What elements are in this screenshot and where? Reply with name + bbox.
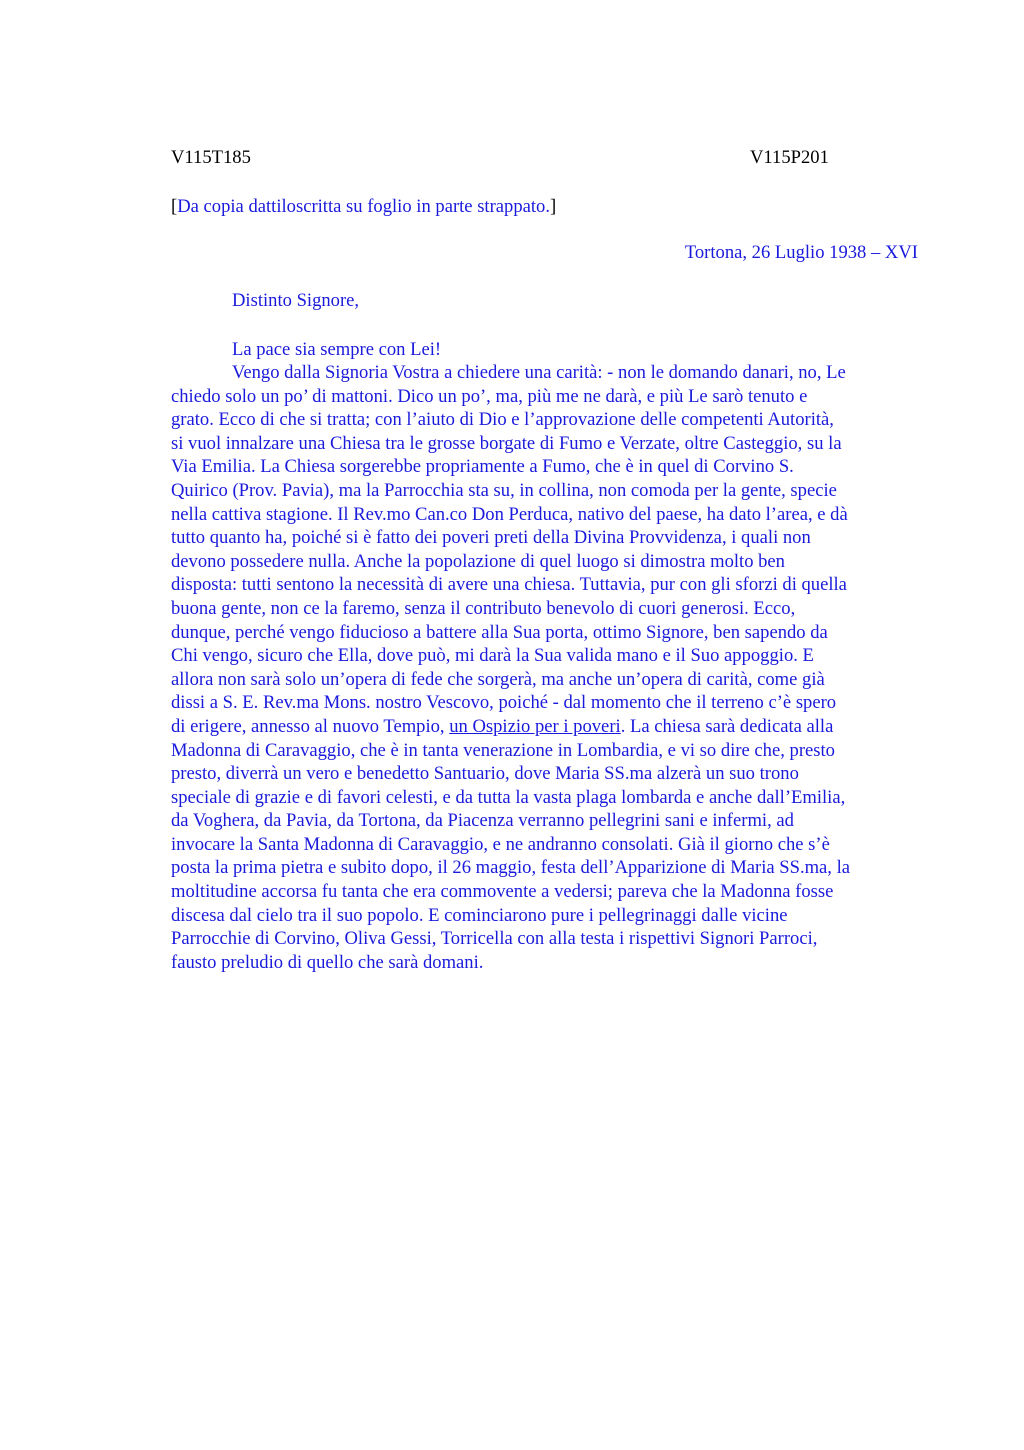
body-line-with-emphasis bbox=[171, 715, 931, 739]
greeting: La pace sia sempre con Lei! bbox=[232, 339, 442, 360]
body-line: discesa dal cielo tra il suo popolo. E cominciarono pure i pellegrinaggi dalle vicine bbox=[171, 904, 788, 926]
body-line: chiedo solo un po’ di mattoni. Dico un po’, ma, più me ne darà, e più Le sarò tenuto e bbox=[171, 385, 808, 407]
body-line: Via Emilia. La Chiesa sorgerebbe propriamente a Fumo, che è in quel di Corvino S. bbox=[171, 456, 794, 478]
note-open-bracket: [ bbox=[171, 196, 178, 217]
document-code-right: V115P201 bbox=[750, 147, 829, 168]
body-line: dunque, perché vengo fiducioso a battere alla Sua porta, ottimo Signore, ben sapendo da bbox=[171, 621, 828, 643]
dateline: Tortona, 26 Luglio 1938 – XVI bbox=[684, 242, 918, 263]
body-line: grato. Ecco di che si tratta; con l’aiuto di Dio e l’approvazione delle competenti Autorità, bbox=[171, 409, 834, 431]
letter-body bbox=[171, 361, 931, 974]
body-line: allora non sarà solo un’opera di fede che sorgerà, ma anche un’opera di carità, come già bbox=[171, 668, 825, 690]
body-line: tutto quanto ha, poiché si è fatto dei poveri preti della Divina Provvidenza, i quali non bbox=[171, 527, 811, 549]
editorial-note bbox=[171, 196, 556, 218]
body-line: si vuol innalzare una Chiesa tra le grosse borgate di Fumo e Verzate, oltre Casteggio, su la bbox=[171, 432, 842, 454]
body-line: Parrocchie di Corvino, Oliva Gessi, Torricella con alla testa i rispettivi Signori Parroci, bbox=[171, 928, 818, 950]
body-line: Madonna di Caravaggio, che è in tanta venerazione in Lombardia, e vi so dire che, presto bbox=[171, 739, 835, 761]
salutation: Distinto Signore, bbox=[232, 290, 360, 311]
body-line: nella cattiva stagione. Il Rev.mo Can.co Don Perduca, nativo del paese, ha dato l’area, e dà bbox=[171, 503, 848, 525]
body-line: posta la prima pietra e subito dopo, il 26 maggio, festa dell’Apparizione di Maria SS.ma, la bbox=[171, 857, 851, 879]
body-line: Vengo dalla Signoria Vostra a chiedere una carità: - non le domando danari, no, Le bbox=[232, 362, 846, 383]
body-line: moltitudine accorsa fu tanta che era commovente a vedersi; pareva che la Madonna fosse bbox=[171, 881, 834, 903]
body-line-segment: . La chiesa sarà dedicata alla bbox=[620, 715, 834, 737]
body-line: Quirico (Prov. Pavia), ma la Parrocchia sta su, in collina, non comoda per la gente, specie bbox=[171, 479, 837, 501]
body-line: buona gente, non ce la faremo, senza il contributo benevolo di cuori generosi. Ecco, bbox=[171, 597, 796, 619]
note-close-bracket: ] bbox=[550, 196, 557, 217]
body-line: Chi vengo, sicuro che Ella, dove può, mi darà la Sua valida mano e il Suo appoggio. E bbox=[171, 645, 814, 667]
body-line-segment: di erigere, annesso al nuovo Tempio, bbox=[171, 715, 450, 737]
body-line: invocare la Santa Madonna di Caravaggio, e ne andranno consolati. Già il giorno che s’è bbox=[171, 833, 830, 855]
body-line: speciale di grazie e di favori celesti, e da tutta la vasta plaga lombarda e anche dall’Emilia, bbox=[171, 786, 846, 808]
body-line: da Voghera, da Pavia, da Tortona, da Piacenza verranno pellegrini sani e infermi, ad bbox=[171, 810, 794, 832]
body-line: fausto preludio di quello che sarà domani. bbox=[171, 951, 484, 973]
body-line: devono possedere nulla. Anche la popolazione di quel luogo si dimostra molto ben bbox=[171, 550, 785, 572]
body-line: disposta: tutti sentono la necessità di avere una chiesa. Tuttavia, pur con gli sforzi di quella bbox=[171, 574, 847, 596]
body-line: presto, diverrà un vero e benedetto Santuario, dove Maria SS.ma alzerà un suo trono bbox=[171, 763, 799, 785]
underlined-phrase: un Ospizio per i poveri bbox=[449, 715, 621, 737]
document-code-left: V115T185 bbox=[171, 147, 251, 168]
body-line: dissi a S. E. Rev.ma Mons. nostro Vescovo, poiché - dal momento che il terreno c’è spero bbox=[171, 692, 837, 714]
note-text: Da copia dattiloscritta su foglio in parte strappato. bbox=[177, 196, 551, 217]
